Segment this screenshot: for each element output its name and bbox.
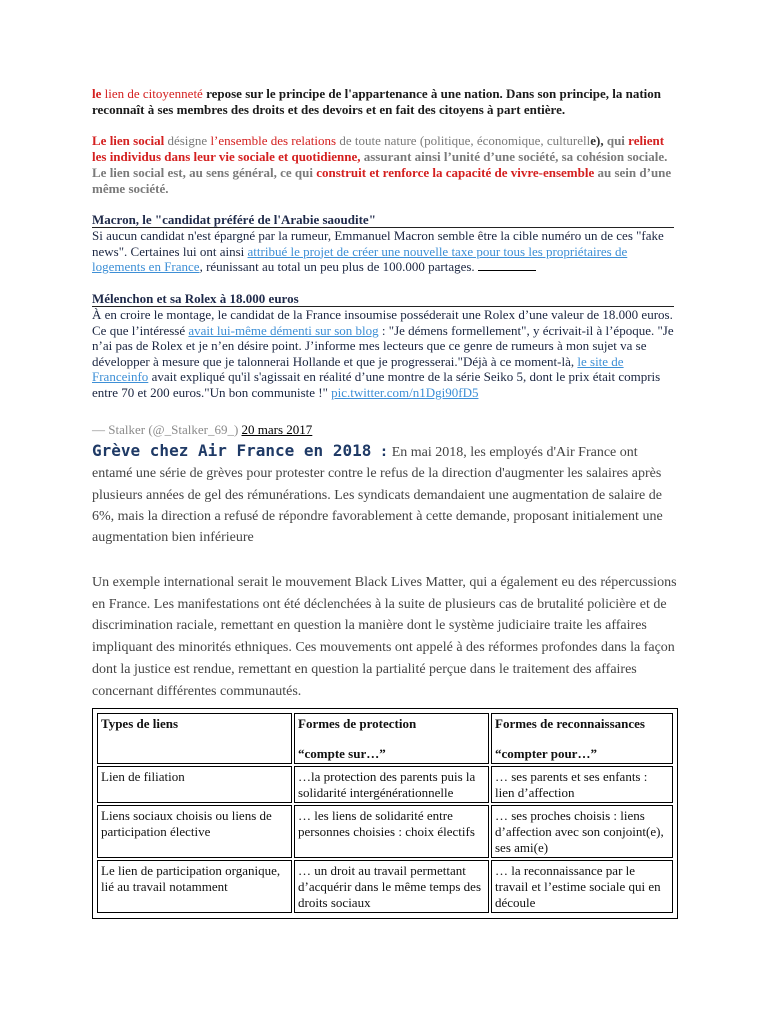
paragraph-lien-social — [92, 133, 678, 197]
section-melenchon — [92, 291, 674, 400]
text-fragment: , réunissant au total un peu plus de 100.000 partages. — [199, 259, 475, 274]
table — [95, 711, 675, 915]
text-fragment: relient les individus dans leur vie sociale et quotidienne, — [92, 133, 665, 164]
header-title: Formes de reconnaissances — [495, 716, 645, 731]
heading-colon: : — [371, 444, 389, 460]
header-cell — [294, 713, 489, 764]
liens-table — [92, 708, 678, 919]
text-fragment: : "Je démens formellement", y écrivait-il à l’époque. "Je n’ai pas de Rolex et je n’en désire point. J’informe mes lecteurs que ce genre de rumeurs à mon sujet va se développer à mesure que je talonnerai Hollande et que je progresserai."Déjà à ce moment-là, — [92, 322, 674, 369]
text-fragment: de toute nature (politique, économique, culturell — [339, 133, 591, 148]
tweet-attribution — [92, 422, 312, 438]
header-title: Types de liens — [101, 716, 179, 731]
paragraph-citoyennete — [92, 86, 678, 118]
term-lien-citoyennete: lien de citoyenneté — [104, 86, 203, 101]
article-link[interactable]: attribué le projet de créer une nouvelle taxe pour tous les propriétaires de logements en France — [92, 243, 628, 274]
section-heading: Grève chez Air France en 2018 — [92, 441, 372, 460]
header-cell — [491, 713, 673, 764]
table-row — [97, 805, 673, 858]
table-cell: … un droit au travail permettant d’acquérir dans le même temps des droits sociaux — [294, 860, 489, 913]
paragraph-text: repose sur le principe de l'appartenance à une nation. Dans son principe, la nation reconnaît à ses membres des droits et des devoirs et en fait des citoyens à part entière. — [92, 86, 662, 117]
section-body — [92, 307, 674, 400]
table-header-row — [97, 713, 673, 764]
text-fragment: Si aucun candidat n'est épargné par la rumeur, Emmanuel Macron semble être la cible numéro un de ces "fake news". Certaines lui ont ainsi — [92, 228, 664, 259]
section-body: En mai 2018, les employés d'Air France ont entamé une série de grèves pour protester contre le refus de la direction d'augmenter les salaires après plusieurs années de gel des rémunérations. Les syndicats demandaient une augmentation de salaire de 6%, mais la direction a refusé de répondre favorablement à cette demande, proposant initialement une augmentation bien inférieure — [92, 445, 663, 546]
section-macron — [92, 212, 674, 275]
table-cell: … ses parents et ses enfants : lien d’affection — [491, 766, 673, 803]
text-fragment: désigne — [167, 133, 208, 148]
table-cell: …la protection des parents puis la solidarité intergénérationnelle — [294, 766, 489, 803]
table-cell: Le lien de participation organique, lié au travail notamment — [97, 860, 292, 913]
blank-line — [478, 259, 536, 271]
header-subtitle: “compter pour…” — [495, 746, 597, 761]
table-row — [97, 860, 673, 913]
table-cell: … la reconnaissance par le travail et l’estime sociale qui en découle — [491, 860, 673, 913]
table-cell: Lien de filiation — [97, 766, 292, 803]
table-cell: … ses proches choisis : liens d’affection avec son conjoint(e), ses ami(e) — [491, 805, 673, 858]
table-cell: … les liens de solidarité entre personnes choisies : choix électifs — [294, 805, 489, 858]
text-fragment: au sein d’une même société. — [92, 165, 672, 196]
text-fragment: avait expliqué qu'il s'agissait en réalité d’une montre de la série Seiko 5, dont le prix était compris entre 70 et 200 euros."Un bon communiste !" — [92, 369, 661, 400]
term-lien-social: Le lien social — [92, 133, 165, 148]
paragraph-black-lives-matter: Un exemple international serait le mouvement Black Lives Matter, qui a également eu des répercussions en France. Les manifestations ont été déclenchées à la suite de plusieurs cas de brutalité policière et de discrimination raciale, remettant en question la manière dont le système judiciaire traite les affaires impliquant des minorités ethniques. Ces mouvements ont appelé à des réformes profondes dans la façon dont la justice est rendue, remettant en question la partialité perçue dans le traitement des affaires concernant différentes communautés. — [92, 575, 677, 699]
text-fragment: e), — [590, 133, 604, 148]
text-fragment: l’ensemble des relations — [210, 133, 337, 148]
table-cell: Liens sociaux choisis ou liens de participation élective — [97, 805, 292, 858]
text-fragment: qui — [606, 133, 625, 148]
text-fragment: construit et renforce la capacité de vivre-ensemble — [316, 165, 595, 180]
tweet-date-link[interactable]: 20 mars 2017 — [241, 422, 313, 437]
franceinfo-link[interactable]: le site de Franceinfo — [92, 353, 624, 384]
header-title: Formes de protection — [298, 716, 417, 731]
table-row — [97, 766, 673, 803]
section-title: Mélenchon et sa Rolex à 18.000 euros — [92, 291, 674, 307]
text-fragment: assurant ainsi l’unité d’une société, sa cohésion sociale. Le lien social est, au sens général, ce qui — [92, 149, 668, 180]
text-fragment: À en croire le montage, le candidat de la France insoumise posséderait une Rolex d’une valeur de 18.000 euros. Ce que l’intéressé — [92, 307, 673, 338]
blog-link[interactable]: avait lui-même démenti sur son blog — [188, 322, 379, 338]
tweet-author: — Stalker (@_Stalker_69_) — [92, 422, 239, 437]
lead-word: le — [92, 86, 102, 101]
section-greve-air-france — [92, 440, 678, 548]
header-subtitle: “compte sur…” — [298, 746, 386, 761]
header-cell — [97, 713, 292, 764]
section-body — [92, 228, 674, 275]
twitter-link[interactable]: pic.twitter.com/n1Dgi90fD5 — [331, 384, 479, 400]
section-title: Macron, le "candidat préféré de l'Arabie saoudite" — [92, 212, 674, 228]
